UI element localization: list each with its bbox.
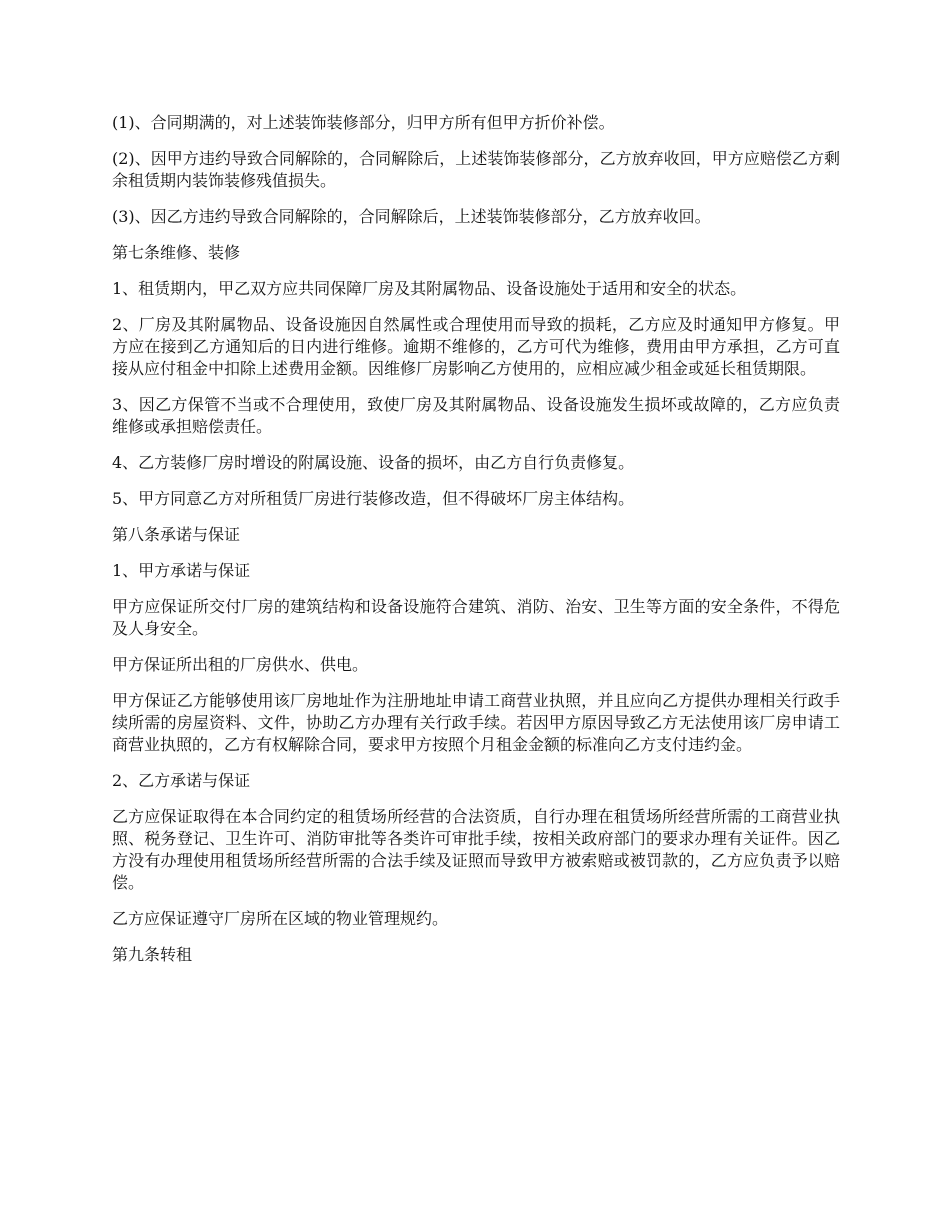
paragraph-party-b-licenses: 乙方应保证取得在本合同约定的租赁场所经营的合法资质，自行办理在租赁场所经营所需的工商营业执照、税务登记、卫生许可、消防审批等各类许可审批手续，按相关政府部门的要求办理有关证件。因乙方没有办理使用租赁场所经营所需的合法手续及证照而导致甲方被索赔或被罚款的，乙方应负责予以赔偿。	[112, 807, 840, 892]
subheading-party-a-commitment: 1、甲方承诺与保证	[112, 561, 251, 580]
heading-article-9: 第九条转租	[112, 945, 193, 964]
paragraph-party-a-safety: 甲方应保证所交付厂房的建筑结构和设备设施符合建筑、消防、治安、卫生等方面的安全条件，不得危及人身安全。	[112, 597, 840, 638]
paragraph-article-7-item-3: 3、因乙方保管不当或不合理使用，致使厂房及其附属物品、设备设施发生损坏或故障的，乙方应负责维修或承担赔偿责任。	[112, 395, 840, 436]
paragraph-article-7-item-2: 2、厂房及其附属物品、设备设施因自然属性或合理使用而导致的损耗，乙方应及时通知甲方修复。甲方应在接到乙方通知后的日内进行维修。逾期不维修的，乙方可代为维修，费用由甲方承担，乙方可直接从应付租金中扣除上述费用金额。因维修厂房影响乙方使用的，应相应减少租金或延长租赁期限。	[112, 315, 840, 378]
paragraph-article-7-item-5: 5、甲方同意乙方对所租赁厂房进行装修改造，但不得破坏厂房主体结构。	[112, 489, 635, 508]
subheading-party-b-commitment: 2、乙方承诺与保证	[112, 771, 251, 790]
paragraph-clause-6-1: (1)、合同期满的，对上述装饰装修部分，归甲方所有但甲方折价补偿。	[112, 113, 615, 132]
paragraph-article-7-item-4: 4、乙方装修厂房时增设的附属设施、设备的损坏，由乙方自行负责修复。	[112, 453, 635, 472]
heading-article-7: 第七条维修、装修	[112, 243, 241, 262]
paragraph-party-a-utilities: 甲方保证所出租的厂房供水、供电。	[112, 655, 369, 674]
paragraph-clause-6-2: (2)、因甲方违约导致合同解除的，合同解除后，上述装饰装修部分，乙方放弃收回，甲方应赔偿乙方剩余租赁期内装饰装修残值损失。	[112, 149, 840, 190]
paragraph-article-7-item-1: 1、租赁期内，甲乙双方应共同保障厂房及其附属物品、设备设施处于适用和安全的状态。	[112, 279, 747, 298]
paragraph-party-a-registration: 甲方保证乙方能够使用该厂房地址作为注册地址申请工商营业执照，并且应向乙方提供办理相关行政手续所需的房屋资料、文件，协助乙方办理有关行政手续。若因甲方原因导致乙方无法使用该厂房申请工商营业执照的，乙方有权解除合同，要求甲方按照个月租金金额的标准向乙方支付违约金。	[112, 691, 840, 754]
document-body	[112, 112, 840, 980]
heading-article-8: 第八条承诺与保证	[112, 525, 241, 544]
paragraph-party-b-property-rules: 乙方应保证遵守厂房所在区域的物业管理规约。	[112, 909, 449, 928]
paragraph-clause-6-3: (3)、因乙方违约导致合同解除的，合同解除后，上述装饰装修部分，乙方放弃收回。	[112, 207, 711, 226]
